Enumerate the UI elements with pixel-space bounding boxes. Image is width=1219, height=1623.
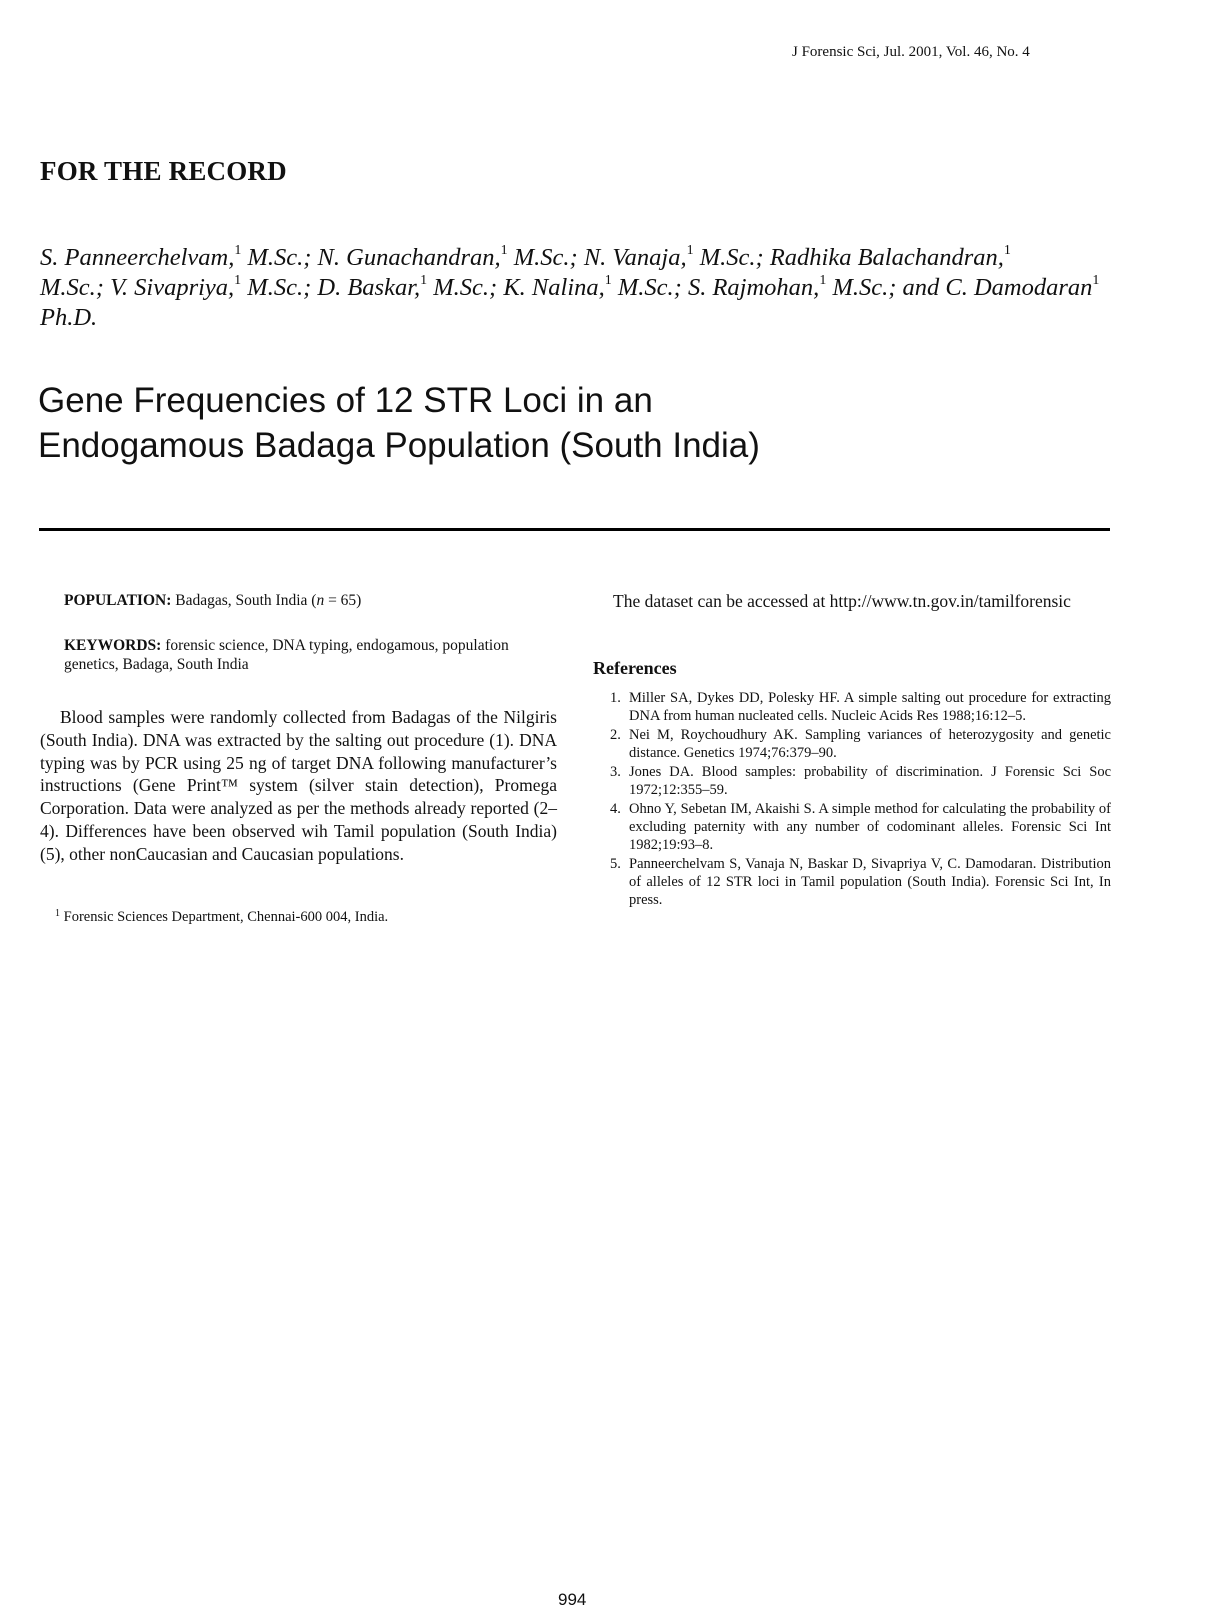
footnote-text: Forensic Sciences Department, Chennai-600 004, India.	[60, 909, 389, 925]
keywords-label: KEYWORDS:	[64, 637, 162, 654]
author-name: S. Panneerchelvam,	[40, 244, 235, 271]
author-name: D. Baskar,	[317, 274, 421, 301]
affiliation-mark: 1	[819, 273, 827, 288]
author-degree: M.Sc.;	[507, 244, 584, 271]
reference-text: Miller SA, Dykes DD, Polesky HF. A simple salting out procedure for extracting DNA from human nucleated cells. Nucleic Acids Res 1988;16:12–5.	[629, 690, 1111, 724]
title-line: Gene Frequencies of 12 STR Loci in an	[38, 381, 653, 420]
title-divider	[39, 528, 1110, 531]
affiliation-mark: 1	[234, 273, 242, 288]
page-number: 994	[558, 1590, 587, 1609]
reference-number: 3.	[610, 764, 621, 780]
population-text: Badagas, South India (	[175, 592, 317, 609]
author-degree: M.Sc.; and	[826, 274, 946, 301]
affiliation-footnote	[55, 908, 388, 926]
dataset-access-paragraph: The dataset can be accessed at http://www.tn.gov.in/tamilforensic	[613, 591, 1071, 611]
affiliation-mark: 1	[500, 243, 508, 258]
author-name: N. Gunachandran,	[317, 244, 501, 271]
reference-number: 2.	[610, 727, 621, 743]
author-degree: M.Sc.;	[241, 244, 318, 271]
affiliation-mark: 1	[604, 273, 612, 288]
body-paragraph: Blood samples were randomly collected from Badagas of the Nilgiris (South India). DNA was extracted by the salting out procedure (1). DNA typing was by PCR using 25 ng of target DNA following manufacturer’s instructions (Gene Print™ system (silver stain detection), Promega Corporation. Data were analyzed as per the methods already reported (2–4). Differences have been observed wih Tamil population (South India) (5), other nonCaucasian and Caucasian populations.	[40, 707, 557, 864]
author-name: Radhika Balachandran,	[769, 244, 1004, 271]
reference-text: Ohno Y, Sebetan IM, Akaishi S. A simple method for calculating the probability of excluding paternity with any number of codominant alleles. Forensic Sci Int 1982;19:93–8.	[629, 801, 1111, 853]
reference-number: 1.	[610, 690, 621, 706]
reference-item	[593, 763, 1111, 799]
population-count: = 65)	[324, 592, 362, 609]
author-degree: M.Sc.;	[241, 274, 318, 301]
author-name: N. Vanaja,	[583, 244, 687, 271]
reference-item	[593, 855, 1111, 909]
population-line	[64, 592, 361, 610]
keywords-text: forensic science, DNA typing, endogamous, population genetics, Badaga, South India	[64, 637, 509, 673]
affiliation-mark: 1	[1092, 273, 1100, 288]
author-degree: M.Sc.;	[611, 274, 688, 301]
title-line: Endogamous Badaga Population (South India)	[38, 426, 760, 465]
footnote-mark: 1	[55, 908, 60, 919]
author-degree: M.Sc.;	[40, 274, 111, 301]
reference-number: 4.	[610, 801, 621, 817]
population-n-symbol: n	[316, 592, 325, 609]
paper-title	[38, 378, 1118, 468]
author-degree: M.Sc.;	[693, 244, 770, 271]
affiliation-mark: 1	[1003, 243, 1011, 258]
section-label: FOR THE RECORD	[40, 156, 287, 186]
author-degree: Ph.D.	[40, 304, 98, 331]
affiliation-mark: 1	[234, 243, 242, 258]
author-name: S. Rajmohan,	[687, 274, 820, 301]
affiliation-mark: 1	[686, 243, 694, 258]
reference-item	[593, 726, 1111, 762]
reference-item	[593, 689, 1111, 725]
author-name: V. Sivapriya,	[110, 274, 235, 301]
journal-citation: J Forensic Sci, Jul. 2001, Vol. 46, No. 4	[792, 44, 1030, 60]
reference-number: 5.	[610, 856, 621, 872]
reference-list	[593, 689, 1111, 910]
reference-text: Panneerchelvam S, Vanaja N, Baskar D, Sivapriya V, C. Damodaran. Distribution of alleles of 12 STR loci in Tamil population (South India). Forensic Sci Int, In press.	[629, 856, 1111, 908]
author-degree: M.Sc.;	[427, 274, 504, 301]
reference-text: Nei M, Roychoudhury AK. Sampling variances of heterozygosity and genetic distance. Genetics 1974;76:379–90.	[629, 727, 1111, 761]
keywords-block	[64, 636, 534, 674]
author-list	[40, 243, 1100, 333]
affiliation-mark: 1	[420, 273, 428, 288]
author-name: K. Nalina,	[503, 274, 605, 301]
references-heading: References	[593, 658, 677, 678]
reference-item	[593, 800, 1111, 854]
reference-text: Jones DA. Blood samples: probability of discrimination. J Forensic Sci Soc 1972;12:355–59.	[629, 764, 1111, 798]
author-name: C. Damodaran	[945, 274, 1093, 301]
population-label: POPULATION:	[64, 592, 172, 609]
